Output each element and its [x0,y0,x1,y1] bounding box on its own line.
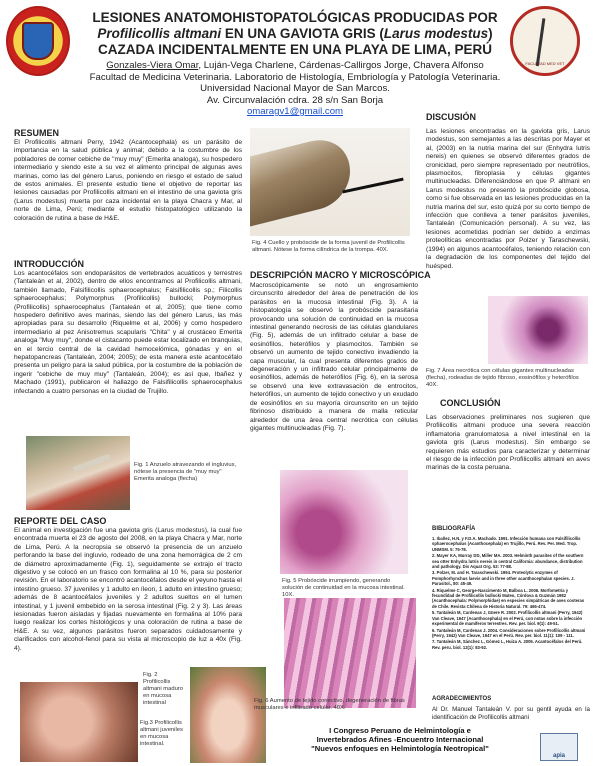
bibliografia-heading: BIBLIOGRAFÍA [432,526,476,532]
title-line-1: LESIONES ANATOMOHISTOPATOLÓGICAS PRODUCIDAS POR [92,10,498,25]
faculty-seal-logo: FACULTAD MED VET [510,6,580,76]
congress-line-1: I Congreso Peruano de Helmintología e [329,726,471,735]
main-author: Gonzales-Viera Omar [106,60,199,71]
resumen-heading: RESUMEN [14,128,60,138]
affiliation-3: Av. Circunvalación cdra. 28 s/n San Borja [206,94,384,106]
fig5-caption: Fig. 5 Probóscide irrumpiendo, generando solución de continuidad en la mucosa intestinal. 10X. [282,578,405,598]
apia-logo: apia [540,733,578,761]
reporte-body: El animal en investigación fue una gaviota gris (Larus modestus), la cual fue encontrada muerta el 23 de agosto del 2008, en la playa Chacra y Mar, norte de Lima, Perú. A la necropsia se observó la presencia de un anzuelo perforando la base del ingluvio, rodeado de una zona hemorrágica de 2 cm de diámetro aproximadamente (Fig. 1), seguidamente se extrajo el tracto digestivo y se colocó en un frasco con formalina al 10 %, para su posterior revisión. En el laboratorio se encontró acantocéfalos desde el yeyuno hasta el intestino grueso. 37 juveniles y 1 adulto en íleon, 1 adulto en intestino grueso; además de 8 acantocéfalos juveniles y 2 adultos sueltos en el lumen intestinal, y 1 juvenil embebido en la serosa intestinal (Fig. 2 y 3). Las áreas lesionadas fueron aisladas y fijadas nuevamente en formalina al 10% para luego realizar los cortes histológicos y una coloración de rutina a base de H&E. A su vez, algunos parásitos fueron separados cuidadosamente y clarificados con alcohol-fenol para su vista al microscopio de luz a 40x (Fig. 4). [14,527,242,652]
discusion-heading: DISCUSIÓN [426,112,477,122]
fig2-caption: Fig. 2 Profilicollis altmani maduro en mucosa intestinal [143,672,183,706]
poster-title [80,10,510,58]
title-line-3: CAZADA INCIDENTALMENTE EN UNA PLAYA DE LIMA, PERÚ [97,42,493,57]
bibliography-item: 2. Mayer KA, Murray DD, Miller MA. 2003. Helminth parasites of the southern sea otter Enhydra lutris nereis in central California: abundance, distribution and pathology. Dis Aquat Org. 53: 77-88. [432,553,584,570]
fig1-photo [26,436,130,510]
bibliography-item: 6. Tantaleán M, Cardenas J. 2004. Consideraciones sobre Profilicollis altmani (Perry, 1942) Van Cleave, 1947 en el Perú. Rev. per. biol. 11(1): 109 - 111. [432,627,586,638]
fig3-photo [190,667,266,763]
bibliography-item: 4. Riquelme C, George-Nascimento M, Balboa L. 2006. Morfometría y fecundidad de Profilicollis bullocki Mateo, Córdova & Guzmán 1982 (Acanthocephala: Polymorphidae) en especies simpátricas de aves costeras de Chile. Revista Chilena de Historia Natural. 79: 465-474. [432,587,585,609]
bibliography-item: 1. Ibañez, H.N. y F.D.A. Machado. 1991. Infección humana con Falsifilicollis sphaerocephalus (Acanthocephala) en Trujillo, Perú. Rev. Per. Med. Trop. UNMSM. 5: 75-78. [432,536,581,552]
authors-block [80,60,510,118]
fig4-caption: Fig. 4 Cuello y probóscide de la forma juvenil de Profilicollis altmani. Nótese la forma cilíndrica de la trompa. 40X. [252,240,405,253]
bibliography-item: 5. Tantaleán M, Cardenas J, Güere R. 2002. Profilicollis altmani (Perry, 1942) Van Cleave, 1947 (Acanthocephala) en el Perú, con notas sobre la infección experimental de mamíferos terrestres. Rev. per. biol. 9(1): 49-51. [432,610,583,627]
congress-block [300,726,500,753]
university-seal-logo [6,6,70,76]
reporte-heading: REPORTE DEL CASO [14,516,107,526]
discusion-body: Las lesiones encontradas en la gaviota gris, Larus modestus, son semejantes a las descritas por Mayer et al, (2003) en la nutria marina del sur (Enhydra lutris nereis) en quienes se observó diferentes grados de cronicidad, pero siempre representado por neutrófilos, plasmocitos, fibroplasia y células gigantes multinucleadas. Diferenciándose en que P. altmani en Larus modestus no presentó la probóscide globosa, como si fue observada en las lesiones producidas en la nutria marina del sur, esto quizá por su corto tiempo de infección que conlleva a tener parásitos juveniles, Tantaleán (Comunicación personal). A su vez, las lesiones acometidas podrían ser debido a enzimas proteolíticas encontradas por Polzer y Taraschewski, (1994) en algunos acantocéfalos, teniendo relación con la degradación de los componentes del tejido del huésped. [426,128,590,270]
introduccion-body: Los acantocéfalos son endoparásitos de vertebrados acuáticos y terrestres (Tantaleán et al, 2002), dentro de ellos encontramos al Profilicollis altmani, también llamado, Falsifilicollis sphaerocephalus; Falsifilicollis sp.; Filicollis sphaerocephalus; Polymorphus (Profilicollis) bullocki; Polymorphus (Profilicollis) sphaerocephalus (Tantaleán et al, 2005); que tiene como hospedero definitivo aves marinas, siendo las del género Larus, las más apropiadas para su desarrollo (Riquelme et al, 2006) y como hospedero intermediario al pez Anisotremus scapularis "Chita" y al crustáceo Emerita analoga "Muy muy", donde el cistacanto puede estar localizado en branquias, en el tercio central de la cavidad hemocelómica, gónadas y en el hepatopancreas (Tantaleán, 2004; 2005); de esta manera este acantocéfalo presenta un peligro para la salud pública, por la costumbre de la población de ingerir "cebiche de muy muy" (Tantaleán, 2004); es así que, Ibañez y Machado (1991), publicaron el hallazgo de Falsifilicollis sphaerocephalus infectando a cuatro personas en la ciudad de Trujillo. [14,270,242,395]
bibliografia-list [432,536,590,651]
descripcion-body: Macroscópicamente se notó un engrosamiento circunscrito alrededor del área de penetración de los parásitos en la mucosa intestinal (Fig. 3). A la histopatología se observó la probóscide parasitaria provocando una solución de continuidad en la mucosa intestinal generando necrosis de las células glandulares (Fig. 5), además de un infiltrado celular a base de eosinófilos, heterófilos y plasmocitos. También se observó un aumento de tejido conectivo invadiendo la capa muscular, la cual presenta diferentes grados de degeneración y un infiltrado celular principalmente de eosinófilos, además de heterófilos (Fig. 6), en la serosa se observó una leve extravasación de entrocitos, heterófilos, un aumento de tejido conectivo y un exudado de eosinófilos en su mayoría circunscrito en un tejido fibrinoso distribuido a manera de malla reticular alrededor de una área central necrótica con células gigantes multinucleadas (Fig. 7). [250,282,418,432]
affiliation-1: Facultad de Medicina Veterinaria. Laboratorio de Histología, Embriología y Patología Veterinaria. [89,71,501,83]
affiliation-2: Universidad Nacional Mayor de San Marcos. [200,83,390,94]
fig7-caption: Fig. 7 Área necrótica con células gigantes multinucleadas (flecha), rodeadas de tejido fibroso, eosinófilos y heterófilos 40X. [426,368,579,388]
fig1-caption: Fig. 1 Anzuelo atravezando el ingluvius, nótese la presencia de "muy muy" Emerita analoga (flecha) [134,462,237,482]
congress-line-2: Invertebrados Afines -Encuentro Internacional [316,735,484,744]
fig6-caption: Fig. 6 Aumento de tejido conectivo, degeneración de fibras musculares e infiltrado celular. 40X. [254,698,405,711]
agradecimientos-body: Al Dr. Manuel Tantaleán V. por su gentil ayuda en la identificación de Profilicollis altmani [432,706,590,721]
fig7-micrograph [488,296,588,364]
contact-email-link[interactable]: omaragv1@gmail.com [246,106,344,117]
bibliography-item: 3. Polzer, M. and H. Taraschewski. 1994. Proteolytic enzymes of Pomphorhynchus laevis and in three other acanthocephalan species. J. Parasitol., 80: 45-49. [432,570,575,587]
congress-line-3: "Nuevos enfoques en Helmintología Neotropical" [311,744,489,753]
title-line-2: Profilicollis altmani EN UNA GAVIOTA GRIS (Larus modestus) [97,26,493,41]
fig2-photo [20,682,138,762]
agradecimientos-heading: AGRADECIMIENTOS [432,696,492,702]
fig6-micrograph [284,598,416,708]
introduccion-heading: INTRODUCCIÓN [14,259,84,269]
descripcion-heading: DESCRIPCIÓN MACRO Y MICROSCÓPICA [250,270,431,280]
fig4-photo [250,128,410,236]
resumen-body: El Profilicollis altmani Perry, 1942 (Acantocephala) es un parásito de importancia en la salud pública y animal; debido a la costumbre de los pobladores de comer cebiche de "muy muy" (Emerita analoga), su hospedero intermediario y siendo este a su vez el alimento principal de algunas aves marinas, como las del género Larus, poniendo en riesgo el estado de salud de estos animales. El presente estudio tiene el objetivo de reportar las lesiones causadas por Profilicollis altmani en el intestino de una gaviota gris (Larus modestus) muerta por caza incidental en la playa Chacra y Mar, al norte de Lima, Perú; mediante el estudio histopatológico utilizando la coloración de rutina a base de H&E. [14,139,242,222]
co-authors: , Luján-Vega Charlene, Cárdenas-Callirgos Jorge, Chavera Alfonso [198,60,484,71]
fig5-micrograph [280,470,408,574]
bibliography-item: 7. Tantaleán M, Sánchez L, Gómez L, Huiza A. 2005. Acantocéfalos del Perú. Rev. peru. biol. 12(1): 83-92. [432,639,583,650]
conclusion-body: Las observaciones preliminares nos sugieren que Profilicollis altmani produce una severa reacción inflamatoria granulomatosa a nivel intestinal en la gaviota gris (Larus modestus). Sin embargo se requieren más estudios para caracterizar y determinar el riesgo de la infección por Profilicollis altmani en aves marinas de la costa peruana. [426,414,590,472]
conclusion-heading: CONCLUSIÓN [440,398,501,408]
fig3-caption: Fig.3 Profilicollis altmani juveniles en mucosa intestinal. [140,720,183,747]
